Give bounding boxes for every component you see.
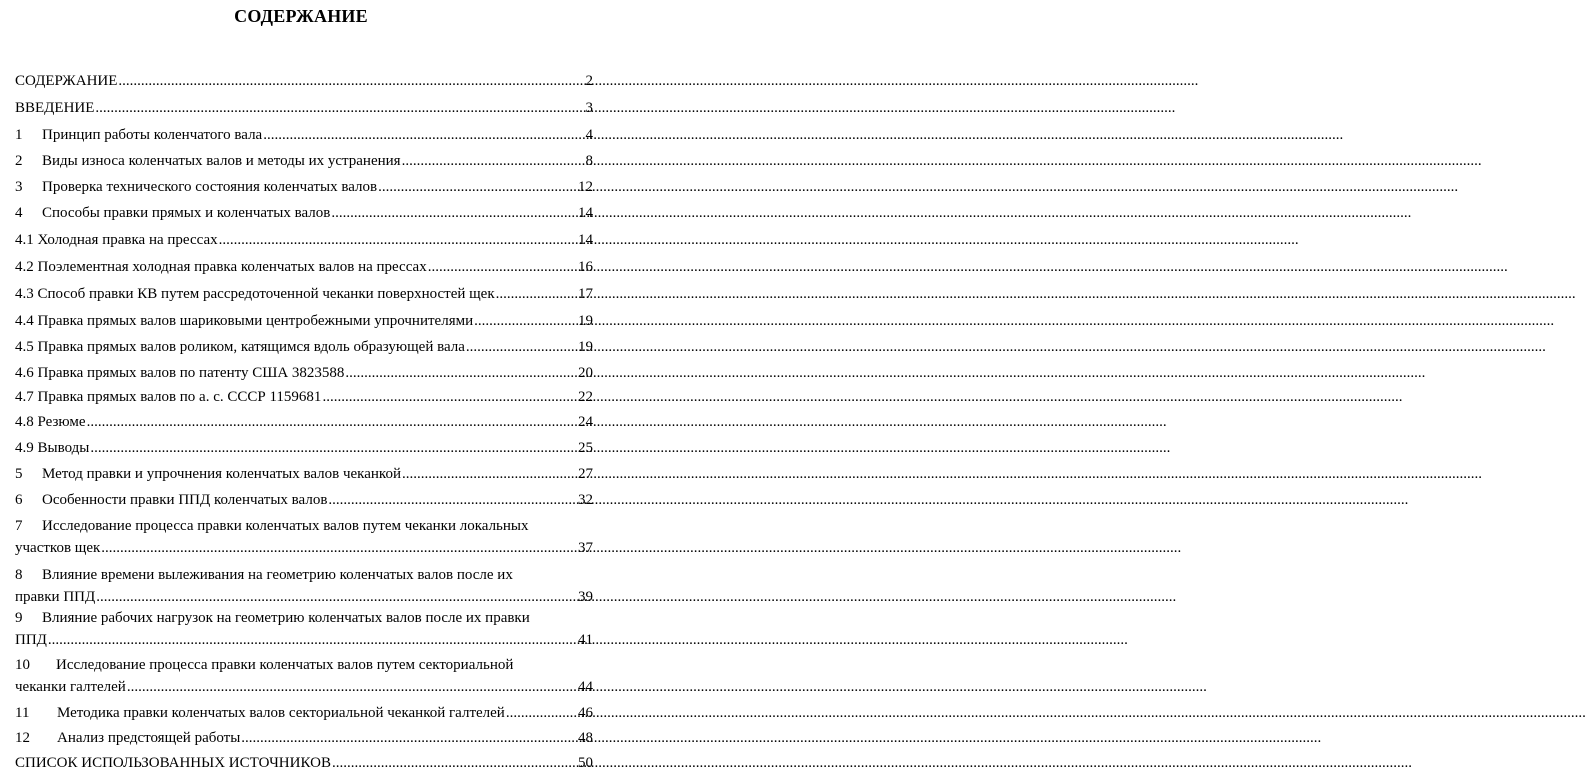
dot-leader [506,702,576,724]
toc-entry-page: 22 [578,389,593,405]
dot-leader [96,586,576,608]
toc-entry-title: 4.1 Холодная правка на прессах [15,232,218,248]
toc-entry-4-5[interactable] [15,336,593,358]
dot-leader [263,124,583,146]
toc-entry-page: 41 [578,632,593,648]
toc-entry-page: 46 [578,705,593,721]
toc-entry-12[interactable] [15,727,593,749]
toc-entry-4-8[interactable] [15,411,593,433]
toc-entry-title: 4.9 Выводы [15,440,90,456]
toc-entry-title: Метод правки и упрочнения коленчатых валов чеканкой [42,466,401,482]
toc-entry-page: 20 [578,365,593,381]
toc-entry-number: 12 [15,730,30,746]
dot-leader [241,727,576,749]
toc-entry-page: 25 [578,440,593,456]
toc-entry-title: Анализ предстоящей работы [57,730,241,746]
toc-entry-number: 9 [15,610,23,626]
toc-entry-title: 4.8 Резюме [15,414,86,430]
dot-leader [331,202,576,224]
dot-leader [95,97,583,119]
toc-entry-page: 16 [578,259,593,275]
toc-entry-title: СОДЕРЖАНИЕ [15,73,118,89]
toc-entry-title: Виды износа коленчатых валов и методы их устранения [42,153,401,169]
toc-entry-page: 19 [578,313,593,329]
toc-entry-title: Принцип работы коленчатого вала [42,127,263,143]
toc-entry-page: 17 [578,286,593,302]
dot-leader [345,362,576,384]
dot-leader [332,752,576,774]
toc-entry-10[interactable] [15,654,593,698]
toc-entry-title: Особенности правки ППД коленчатых валов [42,492,328,508]
dot-leader [474,310,576,332]
toc-entry-title: Способы правки прямых и коленчатых валов [42,205,331,221]
toc-entry-page: 14 [578,205,593,221]
toc-entry-title: Методика правки коленчатых валов секториальной чеканкой галтелей [57,705,505,721]
dot-leader [48,629,576,651]
toc-entry-11[interactable] [15,702,593,724]
toc-entry-page: 19 [578,339,593,355]
toc-entry-page: 32 [578,492,593,508]
dot-leader [322,386,576,408]
dot-leader [328,489,576,511]
toc-entry-number: 7 [15,518,23,534]
toc-entry-4-7[interactable] [15,386,593,408]
toc-entry-4-2[interactable] [15,256,593,278]
toc-entry-page: 24 [578,414,593,430]
toc-entry-page: 12 [578,179,593,195]
toc-entry-title: ППД [15,632,47,648]
toc-entry-4[interactable] [15,202,593,224]
toc-entry-title: 4.3 Способ правки КВ путем рассредоточенной чеканки поверхностей щек [15,286,495,302]
dot-leader [496,283,576,305]
toc-entry-title: правки ППД [15,589,96,605]
toc-entry-number: 6 [15,492,23,508]
dot-leader [466,336,576,358]
toc-entry-page: 14 [578,232,593,248]
toc-entry-number: 11 [15,705,30,721]
dot-leader [402,463,576,485]
toc-entry-4-3[interactable] [15,283,593,305]
toc-entry-page: 48 [578,730,593,746]
toc-entry-4-6[interactable] [15,362,593,384]
toc-entry-page: 44 [578,679,593,695]
toc-entry-2[interactable] [15,150,593,172]
toc-entry-page: 50 [578,755,593,771]
toc-entry-number: 5 [15,466,23,482]
toc-entry-title: 4.4 Правка прямых валов шариковыми центробежными упрочнителями [15,313,474,329]
toc-entry-title: чеканки галтелей [15,679,126,695]
toc-entry-number: 4 [15,205,23,221]
toc-entry-9[interactable] [15,607,593,651]
toc-entry-number: 8 [15,567,23,583]
dot-leader [101,537,576,559]
toc-entry-title-line1: Исследование процесса правки коленчатых валов путем секториальной [56,657,514,673]
toc-entry-title: 4.2 Поэлементная холодная правка коленчатых валов на прессах [15,259,427,275]
toc-entry-title-line1: Влияние времени вылеживания на геометрию коленчатых валов после их [42,567,513,583]
toc-entry-title: 4.6 Правка прямых валов по патенту США 3823588 [15,365,345,381]
table-of-contents [0,0,602,782]
toc-entry-6[interactable] [15,489,593,511]
toc-entry-introduction[interactable] [15,97,593,119]
toc-entry-4-4[interactable] [15,310,593,332]
toc-entry-page: 39 [578,589,593,605]
toc-entry-number: 2 [15,153,23,169]
toc-entry-page: 8 [585,153,593,169]
toc-entry-title-line1: Исследование процесса правки коленчатых валов путем чеканки локальных [42,518,529,534]
dot-leader [87,411,576,433]
toc-entry-contents[interactable] [15,70,593,92]
toc-entry-title: 4.5 Правка прямых валов роликом, катящимся вдоль образующей вала [15,339,465,355]
toc-entry-page: 4 [585,127,593,143]
dot-leader [127,676,576,698]
toc-entry-title: участков щек [15,540,101,556]
toc-entry-title-line1: Влияние рабочих нагрузок на геометрию коленчатых валов после их правки [42,610,530,626]
toc-entry-number: 1 [15,127,23,143]
toc-entry-title: ВВЕДЕНИЕ [15,100,95,116]
dot-leader [402,150,584,172]
toc-entry-page: 37 [578,540,593,556]
toc-entry-title: Проверка технического состояния коленчатых валов [42,179,378,195]
toc-entry-5[interactable] [15,463,593,485]
toc-entry-8[interactable] [15,564,593,608]
toc-entry-title: СПИСОК ИСПОЛЬЗОВАННЫХ ИСТОЧНИКОВ [15,755,331,771]
toc-entry-number: 10 [15,657,30,673]
toc-entry-references[interactable] [15,752,593,774]
toc-entry-4-1[interactable] [15,229,593,251]
toc-entry-number: 3 [15,179,23,195]
dot-leader [378,176,576,198]
toc-entry-page: 3 [585,100,593,116]
dot-leader [90,437,576,459]
toc-entry-1[interactable] [15,124,593,146]
dot-leader [219,229,576,251]
toc-entry-page: 27 [578,466,593,482]
toc-entry-title: 4.7 Правка прямых валов по а. с. СССР 1159681 [15,389,322,405]
dot-leader [428,256,576,278]
toc-entry-page: 2 [585,73,593,89]
toc-entry-4-9[interactable] [15,437,593,459]
toc-entry-3[interactable] [15,176,593,198]
page-title: СОДЕРЖАНИЕ [234,6,368,26]
toc-entry-7[interactable] [15,515,593,559]
dot-leader [118,70,583,92]
